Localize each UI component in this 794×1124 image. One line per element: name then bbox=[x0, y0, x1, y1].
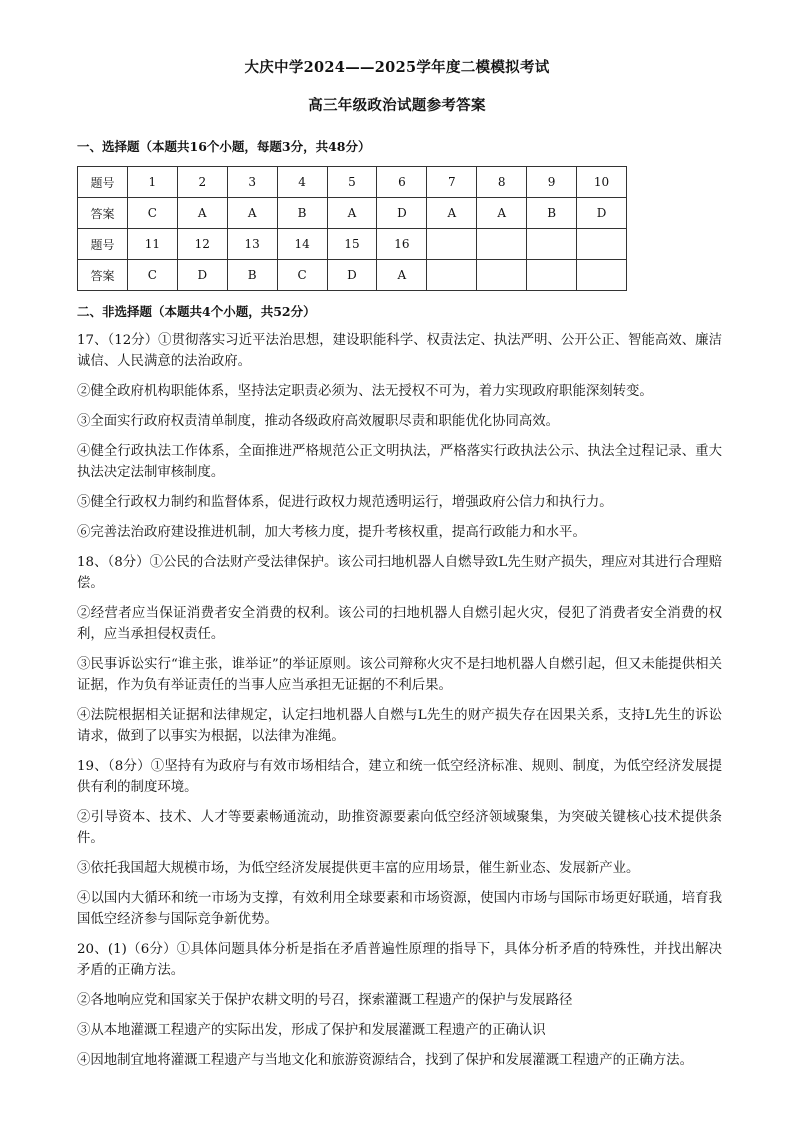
answer-paragraph: ②健全政府机构职能体系，坚持法定职责必须为、法无授权不可为，着力实现政府职能深刻转变。 bbox=[77, 384, 653, 399]
table-cell: 12 bbox=[177, 229, 227, 260]
answer-paragraph: 18、（8分）①公民的合法财产受法律保护。该公司扫地机器人自燃导致L先生财产损失，理应对其进行合理赔偿。 bbox=[77, 555, 722, 591]
table-cell: 3 bbox=[227, 167, 277, 198]
table-cell: A bbox=[427, 198, 477, 229]
table-cell: 11 bbox=[127, 229, 177, 260]
table-cell: D bbox=[377, 198, 427, 229]
table-cell: D bbox=[327, 260, 377, 291]
table-cell: C bbox=[127, 260, 177, 291]
table-row-header-cell: 答案 bbox=[78, 198, 128, 229]
answer-table bbox=[77, 166, 627, 291]
answer-paragraph: ③依托我国超大规模市场，为低空经济发展提供更丰富的应用场景，催生新业态、发展新产业。 bbox=[77, 861, 640, 876]
answer-paragraph: 19、（8分）①坚持有为政府与有效市场相结合，建立和统一低空经济标准、规则、制度，为低空经济发展提供有利的制度环境。 bbox=[77, 759, 722, 795]
table-cell bbox=[527, 260, 577, 291]
answer-paragraph: ②引导资本、技术、人才等要素畅通流动，助推资源要素向低空经济领域聚集，为突破关键核心技术提供条件。 bbox=[77, 810, 722, 846]
table-cell: 2 bbox=[177, 167, 227, 198]
table-row-header-cell: 题号 bbox=[78, 229, 128, 260]
table-cell bbox=[577, 260, 627, 291]
answer-paragraph: ④健全行政执法工作体系，全面推进严格规范公正文明执法，严格落实行政执法公示、执法全过程记录、重大执法决定法制审核制度。 bbox=[77, 444, 722, 480]
table-cell: A bbox=[477, 198, 527, 229]
table-cell: C bbox=[277, 260, 327, 291]
table-cell: A bbox=[327, 198, 377, 229]
answer-paragraph: ④以国内大循环和统一市场为支撑，有效利用全球要素和市场资源，使国内市场与国际市场更好联通，培育我国低空经济参与国际竞争新优势。 bbox=[77, 891, 722, 927]
table-row-header-cell: 题号 bbox=[78, 167, 128, 198]
answer-paragraph: ⑥完善法治政府建设推进机制，加大考核力度，提升考核权重，提高行政能力和水平。 bbox=[77, 525, 586, 540]
document-subtitle: 高三年级政治试题参考答案 bbox=[308, 97, 486, 114]
table-cell bbox=[427, 260, 477, 291]
table-row bbox=[78, 229, 627, 260]
answer-paragraph: ③民事诉讼实行“谁主张，谁举证”的举证原则。该公司辩称火灾不是扫地机器人自燃引起，但又未能提供相关证据，作为负有举证责任的当事人应当承担无证据的不利后果。 bbox=[77, 657, 722, 693]
table-cell: D bbox=[577, 198, 627, 229]
table-cell: D bbox=[177, 260, 227, 291]
answer-paragraph: ④法院根据相关证据和法律规定，认定扫地机器人自燃与L先生的财产损失存在因果关系，支持L先生的诉讼请求，做到了以事实为根据，以法律为准绳。 bbox=[77, 708, 722, 744]
answer-paragraph: 17、（12分）①贯彻落实习近平法治思想，建设职能科学、权责法定、执法严明、公开公正、智能高效、廉洁诚信、人民满意的法治政府。 bbox=[77, 333, 722, 369]
table-cell bbox=[477, 229, 527, 260]
table-cell: 1 bbox=[127, 167, 177, 198]
answer-paragraph: ③从本地灌溉工程遗产的实际出发，形成了保护和发展灌溉工程遗产的正确认识 bbox=[77, 1023, 546, 1038]
answer-paragraph: ⑤健全行政权力制约和监督体系，促进行政权力规范透明运行，增强政府公信力和执行力。 bbox=[77, 495, 613, 510]
table-cell: B bbox=[277, 198, 327, 229]
table-cell bbox=[427, 229, 477, 260]
answer-content bbox=[77, 330, 722, 1080]
table-row bbox=[78, 198, 627, 229]
table-cell: 14 bbox=[277, 229, 327, 260]
table-row-header-cell: 答案 bbox=[78, 260, 128, 291]
table-cell: 5 bbox=[327, 167, 377, 198]
section-heading-nonchoice: 二、非选择题（本题共4个小题，共52分） bbox=[77, 304, 316, 319]
table-row bbox=[78, 260, 627, 291]
table-cell bbox=[477, 260, 527, 291]
table-cell bbox=[577, 229, 627, 260]
table-cell: 4 bbox=[277, 167, 327, 198]
table-cell: A bbox=[377, 260, 427, 291]
table-cell bbox=[527, 229, 577, 260]
table-cell: 9 bbox=[527, 167, 577, 198]
table-row bbox=[78, 167, 627, 198]
table-cell: C bbox=[127, 198, 177, 229]
table-cell: 7 bbox=[427, 167, 477, 198]
answer-paragraph: ②经营者应当保证消费者安全消费的权利。该公司的扫地机器人自燃引起火灾，侵犯了消费者安全消费的权利，应当承担侵权责任。 bbox=[77, 606, 722, 642]
table-cell: 8 bbox=[477, 167, 527, 198]
answer-paragraph: 20、(1)（6分）①具体问题具体分析是指在矛盾普遍性原理的指导下，具体分析矛盾的特殊性，并找出解决矛盾的正确方法。 bbox=[77, 942, 722, 978]
table-cell: A bbox=[227, 198, 277, 229]
section-heading-choice: 一、选择题（本题共16个小题，每题3分，共48分） bbox=[77, 139, 371, 154]
table-cell: 16 bbox=[377, 229, 427, 260]
table-cell: 15 bbox=[327, 229, 377, 260]
table-cell: A bbox=[177, 198, 227, 229]
table-cell: B bbox=[527, 198, 577, 229]
answer-paragraph: ④因地制宜地将灌溉工程遗产与当地文化和旅游资源结合，找到了保护和发展灌溉工程遗产的正确方法。 bbox=[77, 1053, 693, 1068]
answer-paragraph: ③全面实行政府权责清单制度，推动各级政府高效履职尽责和职能优化协同高效。 bbox=[77, 414, 560, 429]
table-cell: B bbox=[227, 260, 277, 291]
document-title: 大庆中学2024——2025学年度二模模拟考试 bbox=[244, 59, 550, 76]
table-cell: 6 bbox=[377, 167, 427, 198]
table-cell: 10 bbox=[577, 167, 627, 198]
answer-paragraph: ②各地响应党和国家关于保护农耕文明的号召，探索灌溉工程遗产的保护与发展路径 bbox=[77, 993, 573, 1008]
table-cell: 13 bbox=[227, 229, 277, 260]
